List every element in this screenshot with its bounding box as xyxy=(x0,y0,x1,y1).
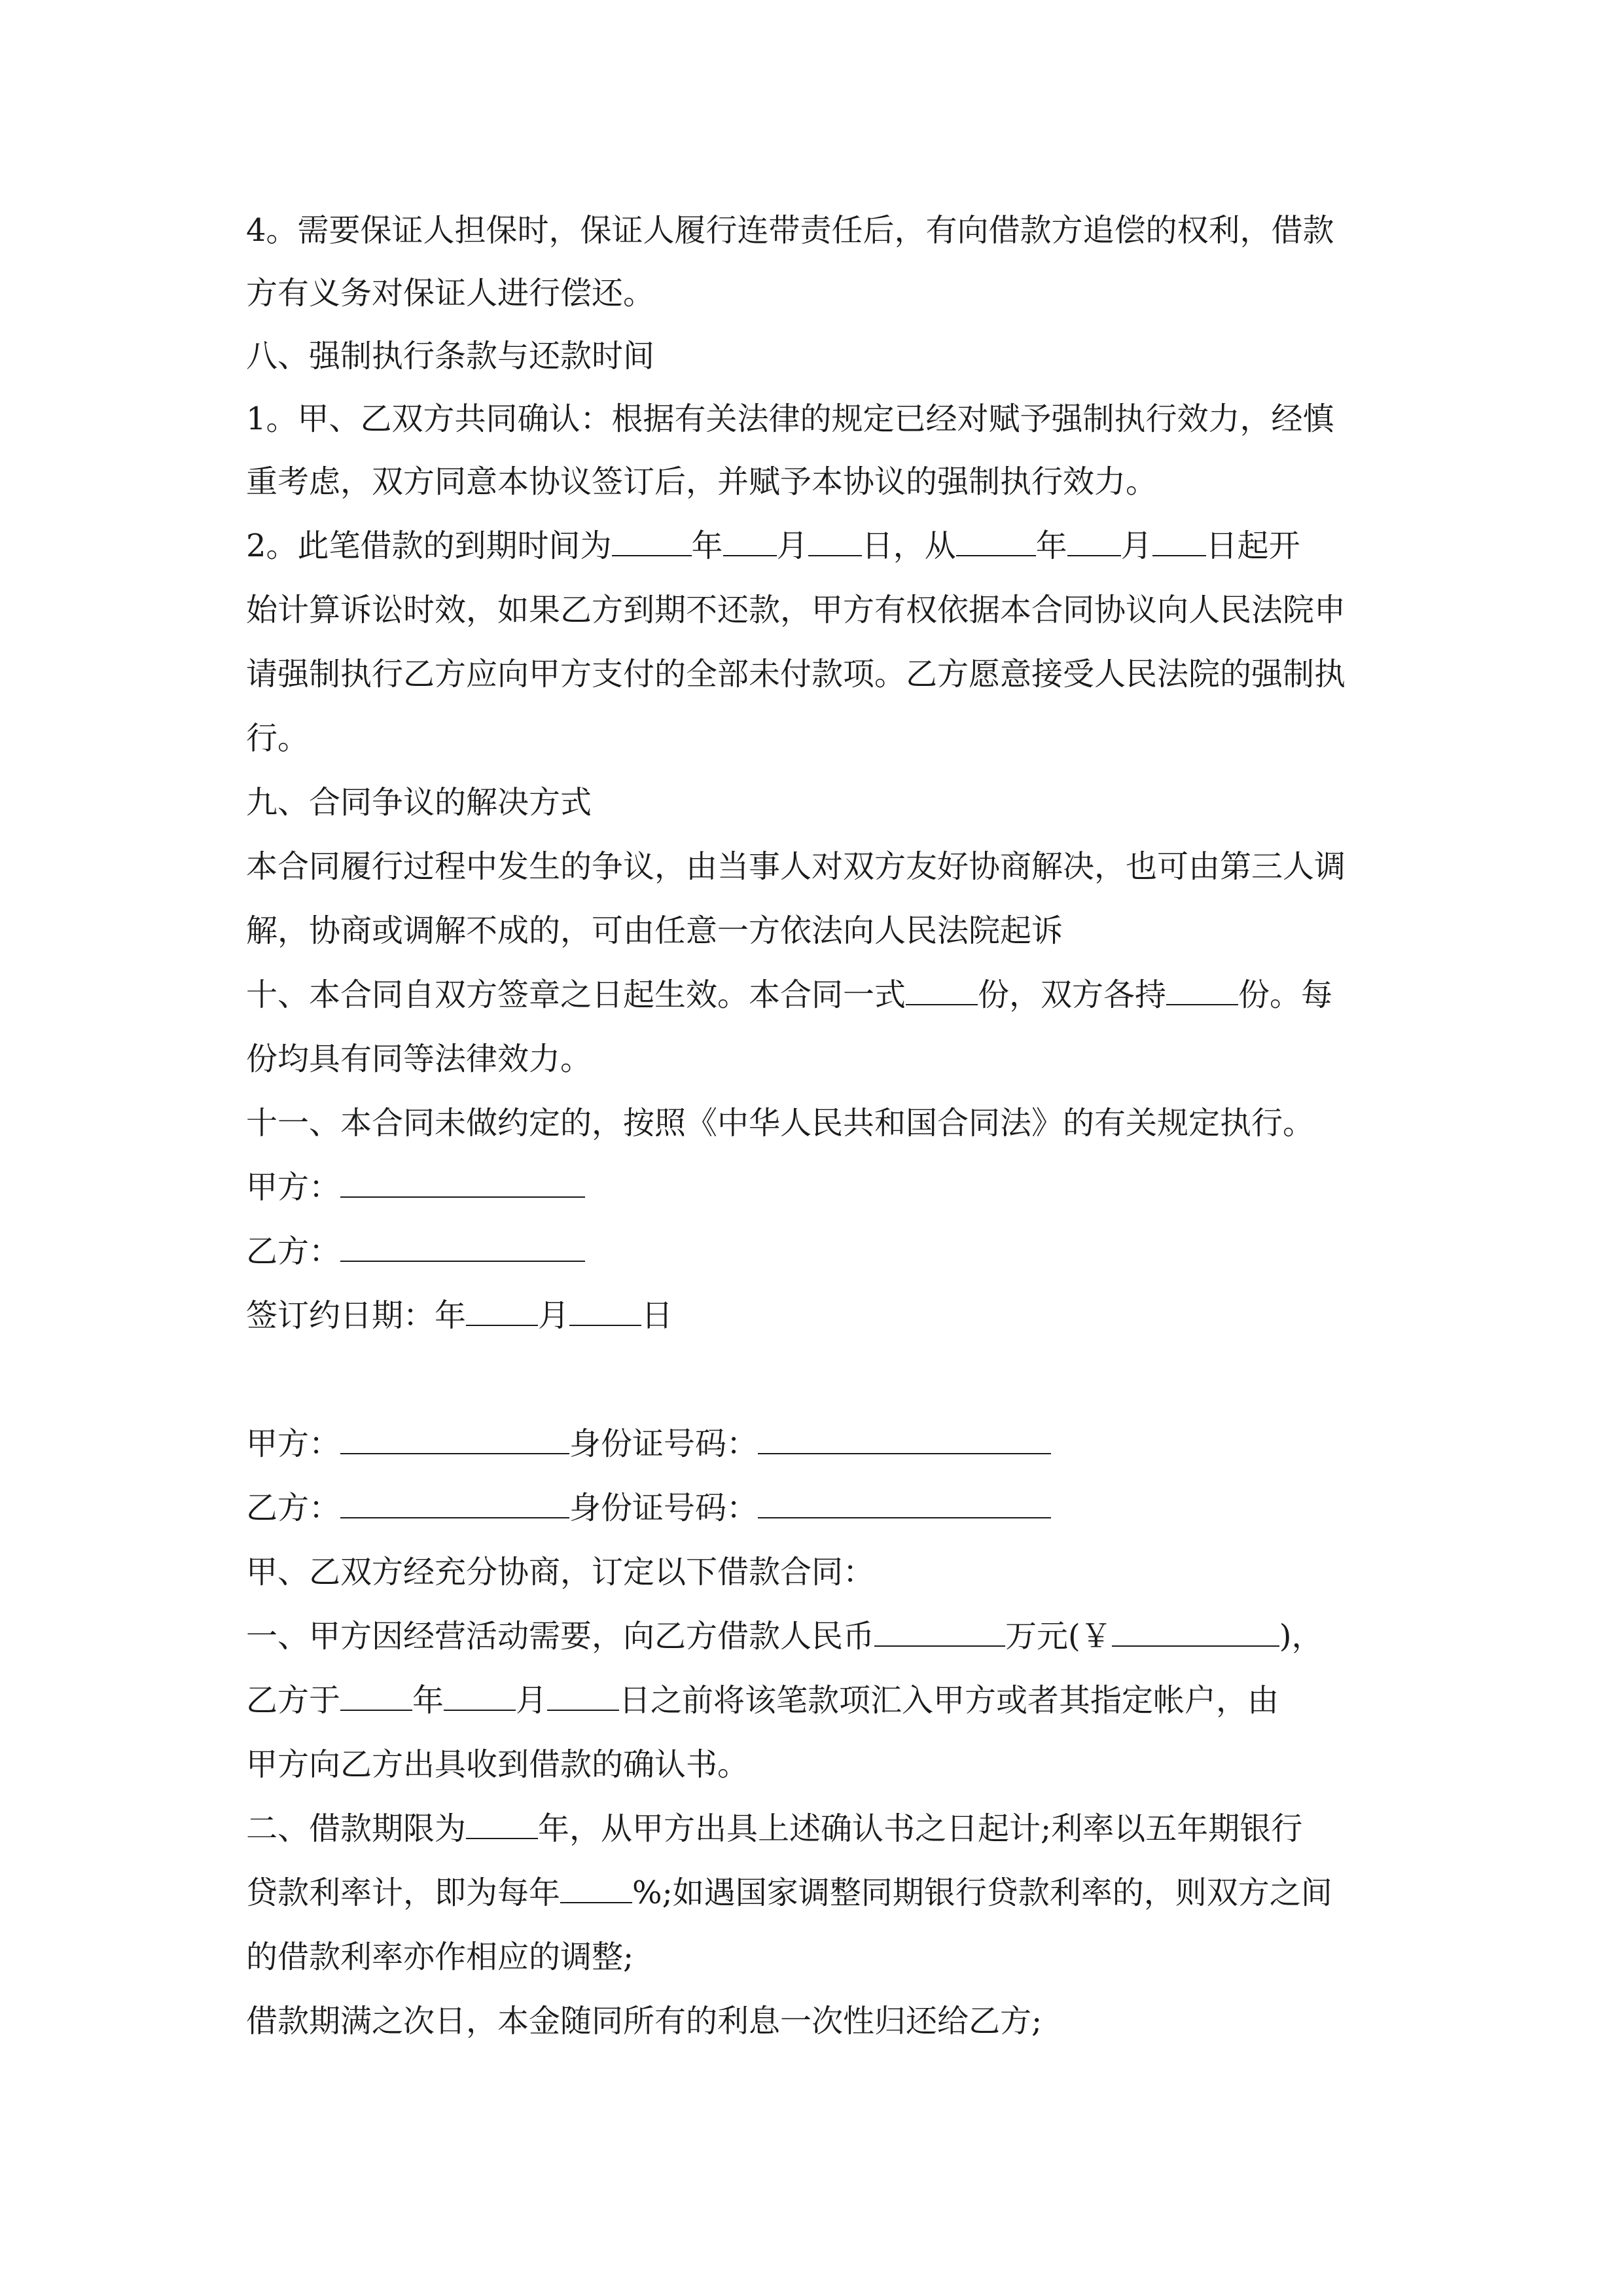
blank-field-year[interactable] xyxy=(956,526,1036,556)
text-segment: 贷款利率计，即为每年 xyxy=(246,1874,561,1911)
blank-field-party-b[interactable] xyxy=(340,1488,569,1518)
blank-field-month[interactable] xyxy=(723,526,777,556)
text-line: 本合同履行过程中发生的争议，由当事人对双方友好协商解决，也可由第三人调 xyxy=(246,848,1346,885)
label: 甲方： xyxy=(246,1169,341,1206)
text-line: 行。 xyxy=(246,720,310,757)
text-segment: 日之前将该笔款项汇入甲方或者其指定帐户，由 xyxy=(619,1682,1279,1719)
blank-field-interest-rate[interactable] xyxy=(560,1873,632,1903)
blank-field-copies[interactable] xyxy=(906,975,978,1005)
signature-date xyxy=(246,1296,673,1335)
text-line: 甲方向乙方出具收到借款的确认书。 xyxy=(246,1746,749,1783)
blank-field-day[interactable] xyxy=(547,1681,619,1711)
text-segment: 月 xyxy=(1120,528,1152,564)
blank-field-month[interactable] xyxy=(1067,526,1121,556)
section-heading: 八、强制执行条款与还款时间 xyxy=(246,338,655,374)
text-segment: 年 xyxy=(1035,528,1067,564)
text-line-with-blanks xyxy=(246,975,1332,1014)
text-segment: 月 xyxy=(516,1682,548,1719)
text-segment: 十、本合同自双方签章之日起生效。本合同一式 xyxy=(246,977,906,1013)
label: 乙方： xyxy=(246,1490,341,1526)
blank-field-month[interactable] xyxy=(466,1296,538,1326)
blank-field-amount[interactable] xyxy=(874,1617,1005,1647)
text-segment: 一、甲方因经营活动需要，向乙方借款人民币 xyxy=(246,1618,875,1655)
blank-field-party-a[interactable] xyxy=(340,1424,569,1454)
text-segment: 年 xyxy=(412,1682,444,1719)
label: 甲方： xyxy=(246,1426,341,1462)
text-line-with-blanks xyxy=(246,526,1300,565)
text-segment: 年 xyxy=(691,528,723,564)
section-heading: 九、合同争议的解决方式 xyxy=(246,784,592,821)
text-line: 的借款利率亦作相应的调整; xyxy=(246,1939,634,1975)
blank-field-id-number[interactable] xyxy=(758,1424,1051,1454)
text-segment: 2。此笔借款的到期时间为 xyxy=(246,528,612,564)
text-segment: 日 xyxy=(641,1297,673,1334)
label: 身份证号码： xyxy=(569,1426,758,1462)
text-line: 4。需要保证人担保时，保证人履行连带责任后，有向借款方追偿的权利，借款 xyxy=(246,212,1334,249)
blank-field-month[interactable] xyxy=(444,1681,516,1711)
text-segment: 二、借款期限为 xyxy=(246,1810,467,1847)
signature-party-a xyxy=(246,1168,585,1207)
blank-field-id-number[interactable] xyxy=(758,1488,1051,1518)
blank-field-year[interactable] xyxy=(612,526,692,556)
blank-field-party-b[interactable] xyxy=(340,1232,585,1262)
blank-field-day[interactable] xyxy=(808,526,862,556)
text-segment: 月 xyxy=(538,1297,570,1334)
text-line-with-blanks xyxy=(246,1681,1279,1720)
text-line: 解，协商或调解不成的，可由任意一方依法向人民法院起诉 xyxy=(246,912,1063,949)
text-segment: 份，双方各持 xyxy=(978,977,1167,1013)
text-segment: 日起开 xyxy=(1205,528,1300,564)
text-line-with-blanks xyxy=(246,1873,1332,1912)
text-segment: 乙方于 xyxy=(246,1682,341,1719)
text-segment: 份。每 xyxy=(1238,977,1333,1013)
party-b-row xyxy=(246,1488,1051,1528)
text-line: 重考虑，双方同意本协议签订后，并赋予本协议的强制执行效力。 xyxy=(246,463,1158,500)
label: 签订约日期：年 xyxy=(246,1297,467,1334)
text-line: 方有义务对保证人进行偿还。 xyxy=(246,275,655,312)
text-line: 始计算诉讼时效，如果乙方到期不还款，甲方有权依据本合同协议向人民法院申 xyxy=(246,592,1346,628)
blank-field-party-a[interactable] xyxy=(340,1168,585,1198)
text-segment: 年，从甲方出具上述确认书之日起计;利率以五年期银行 xyxy=(538,1810,1303,1847)
blank-field-amount-figure[interactable] xyxy=(1112,1617,1279,1647)
blank-field-copies-each[interactable] xyxy=(1166,975,1238,1005)
text-line: 甲、乙双方经充分协商，订定以下借款合同： xyxy=(246,1554,875,1590)
text-line: 请强制执行乙方应向甲方支付的全部未付款项。乙方愿意接受人民法院的强制执 xyxy=(246,656,1346,692)
text-line-with-blanks xyxy=(246,1617,1323,1656)
text-line: 份均具有同等法律效力。 xyxy=(246,1041,592,1077)
text-segment: %;如遇国家调整同期银行贷款利率的，则双方之间 xyxy=(632,1874,1332,1911)
text-line: 借款期满之次日，本金随同所有的利息一次性归还给乙方; xyxy=(246,2003,1043,2039)
text-line: 1。甲、乙双方共同确认：根据有关法律的规定已经对赋予强制执行效力，经慎 xyxy=(246,401,1334,437)
blank-field-loan-term[interactable] xyxy=(466,1809,538,1839)
text-segment: )， xyxy=(1279,1618,1323,1655)
text-line: 十一、本合同未做约定的，按照《中华人民共和国合同法》的有关规定执行。 xyxy=(246,1105,1315,1141)
signature-party-b xyxy=(246,1232,585,1271)
label: 乙方： xyxy=(246,1233,341,1270)
party-a-row xyxy=(246,1424,1051,1463)
blank-field-year[interactable] xyxy=(340,1681,412,1711)
blank-field-day[interactable] xyxy=(569,1296,641,1326)
text-line-with-blanks xyxy=(246,1809,1302,1848)
label: 身份证号码： xyxy=(569,1490,758,1526)
text-segment: 万元(￥ xyxy=(1005,1618,1112,1655)
text-segment: 月 xyxy=(776,528,808,564)
text-segment: 日，从 xyxy=(861,528,956,564)
blank-field-day[interactable] xyxy=(1152,526,1206,556)
